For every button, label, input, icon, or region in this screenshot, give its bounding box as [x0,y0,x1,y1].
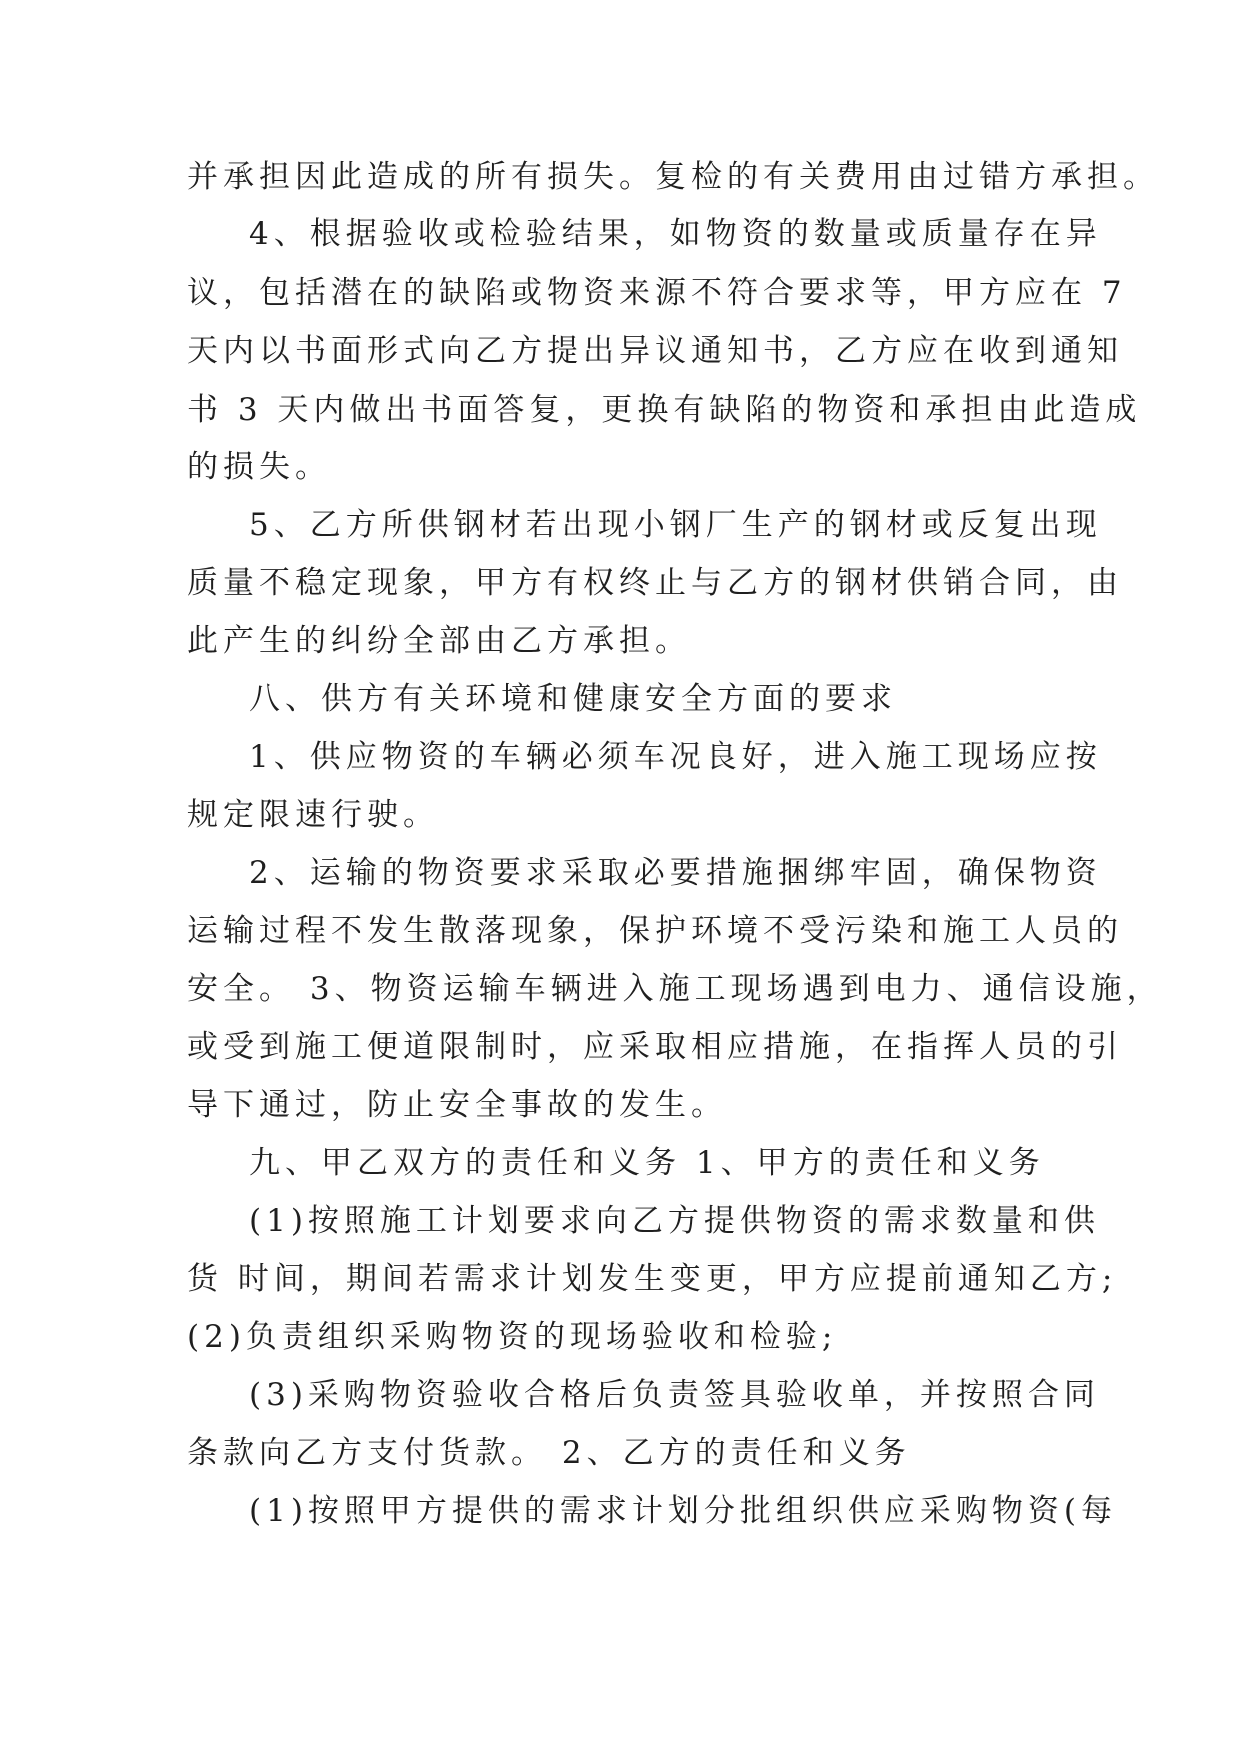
text-line: 规定限速行驶。 [187,797,439,833]
text-line: 的损失。 [187,449,331,485]
text-line: 或受到施工便道限制时，应采取相应措施，在指挥人员的引 [187,1029,1123,1065]
text-line: 1、供应物资的车辆必须车况良好，进入施工现场应按 [249,739,1102,775]
section-heading: 九、甲乙双方的责任和义务 1、甲方的责任和义务 [249,1145,1045,1181]
text-line: (1)按照甲方提供的需求计划分批组织供应采购物资(每 [249,1493,1118,1529]
text-line: 并承担因此造成的所有损失。复检的有关费用由过错方承担。 [187,159,1159,195]
text-line: 议，包括潜在的缺陷或物资来源不符合要求等，甲方应在 7 [187,275,1127,311]
text-line: 5、乙方所供钢材若出现小钢厂生产的钢材或反复出现 [249,507,1102,543]
text-line: 天内以书面形式向乙方提出异议通知书，乙方应在收到通知 [187,333,1123,369]
text-line: 条款向乙方支付货款。 2、乙方的责任和义务 [187,1435,911,1471]
text-line: 此产生的纠纷全部由乙方承担。 [187,623,691,659]
text-line: (2)负责组织采购物资的现场验收和检验; [187,1319,838,1355]
text-line: (3)采购物资验收合格后负责签具验收单，并按照合同 [249,1377,1100,1413]
text-line: 运输过程不发生散落现象，保护环境不受污染和施工人员的 [187,913,1123,949]
text-line: 安全。 3、物资运输车辆进入施工现场遇到电力、通信设施， [187,971,1163,1007]
text-line: (1)按照施工计划要求向乙方提供物资的需求数量和供 [249,1203,1100,1239]
text-line: 4、根据验收或检验结果，如物资的数量或质量存在异 [249,216,1102,252]
text-line: 导下通过，防止安全事故的发生。 [187,1087,727,1123]
text-line: 货 时间，期间若需求计划发生变更，甲方应提前通知乙方; [187,1261,1118,1297]
text-line: 2、运输的物资要求采取必要措施捆绑牢固，确保物资 [249,855,1102,891]
section-heading: 八、供方有关环境和健康安全方面的要求 [249,681,897,717]
text-line: 书 3 天内做出书面答复，更换有缺陷的物资和承担由此造成 [187,392,1142,428]
text-line: 质量不稳定现象，甲方有权终止与乙方的钢材供销合同，由 [187,565,1123,601]
